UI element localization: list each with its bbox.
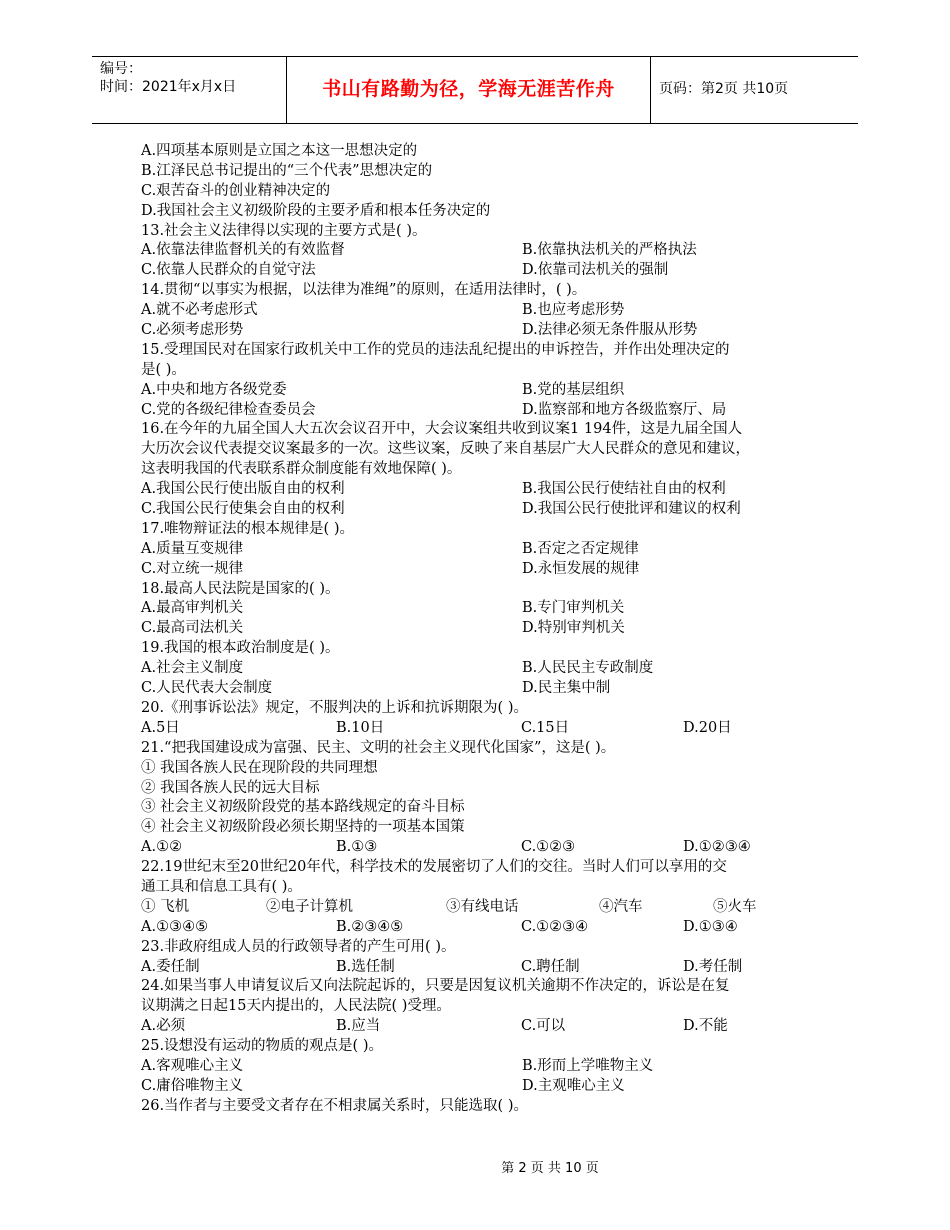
text-line — [141, 759, 831, 779]
text-line — [141, 261, 831, 281]
option-text: A.就不必考虑形式 — [141, 302, 258, 319]
text-line — [141, 202, 831, 222]
option-text: A.委任制 — [141, 958, 200, 975]
text-line — [141, 341, 831, 361]
line-text: 大历次会议代表提交议案最多的一次。这些议案，反映了来自基层广大人民群众的意见和建议， — [141, 441, 750, 458]
option-text: C.①②③ — [521, 839, 576, 856]
option-text: D.特别审判机关 — [522, 620, 625, 637]
option-text: B.我国公民行使结社自由的权利 — [522, 481, 726, 498]
option-text: C.庸俗唯物主义 — [141, 1077, 244, 1094]
line-text: 13.社会主义法律得以实现的主要方式是( )。 — [141, 222, 427, 239]
option-text: A.5日 — [141, 719, 180, 736]
text-line — [141, 898, 831, 918]
page-header — [92, 56, 858, 124]
line-text: 17.唯物辩证法的根本规律是( )。 — [141, 520, 354, 537]
option-text: B.应当 — [336, 1018, 381, 1035]
line-text: 是( )。 — [141, 361, 186, 378]
text-line — [141, 440, 831, 460]
header-motto: 书山有路勤为径，学海无涯苦作舟 — [322, 78, 615, 100]
text-line — [141, 1057, 831, 1077]
line-text: 议期满之日起15天内提出的，人民法院( )受理。 — [141, 998, 451, 1015]
text-line — [141, 182, 831, 202]
option-text: B.选任制 — [336, 958, 395, 975]
option-text: A.①② — [141, 839, 183, 856]
text-line — [141, 1097, 831, 1117]
option-text: D.法律必须无条件服从形势 — [522, 322, 698, 339]
option-text: C.15日 — [521, 719, 570, 736]
option-text: ③有线电话 — [446, 898, 519, 915]
option-text: B.否定之否定规律 — [522, 540, 639, 557]
text-line — [141, 420, 831, 440]
option-text: ① 飞机 — [141, 898, 190, 915]
option-text: B.也应考虑形势 — [522, 302, 625, 319]
line-text: 25.设想没有运动的物质的观点是( )。 — [141, 1038, 383, 1055]
line-text: 19.我国的根本政治制度是( )。 — [141, 640, 340, 657]
option-text: C.人民代表大会制度 — [141, 680, 273, 697]
option-text: C.聘任制 — [521, 958, 580, 975]
option-text: A.必须 — [141, 1018, 186, 1035]
text-line — [141, 381, 831, 401]
page-footer — [0, 1157, 950, 1176]
line-text: 21.“把我国建设成为富强、民主、文明的社会主义现代化国家”，这是( )。 — [141, 739, 616, 756]
option-text: D.①②③④ — [683, 839, 751, 856]
line-text: D.我国社会主义初级阶段的主要矛盾和根本任务决定的 — [141, 202, 491, 219]
option-text: D.主观唯心主义 — [522, 1077, 625, 1094]
footer-page-number: 第 2 页 共 10 页 — [501, 1161, 599, 1176]
option-text: C.①②③④ — [521, 918, 589, 935]
document-body — [141, 142, 831, 1117]
option-text: B.②③④⑤ — [336, 918, 404, 935]
option-text: ②电子计算机 — [266, 898, 353, 915]
line-text: 15.受理国民对在国家行政机关中工作的党员的违法乱纪提出的申诉控告，并作出处理决定的 — [141, 341, 730, 358]
time-label: 时间：2021年x月x日 — [100, 79, 237, 95]
text-line — [141, 1077, 831, 1097]
text-line — [141, 818, 831, 838]
text-line — [141, 977, 831, 997]
option-text: D.①③④ — [683, 918, 738, 935]
option-text: D.永恒发展的规律 — [522, 560, 640, 577]
text-line — [141, 560, 831, 580]
line-text: B.江泽民总书记提出的“三个代表”思想决定的 — [141, 162, 433, 179]
text-line — [141, 401, 831, 421]
line-text: ④ 社会主义初级阶段必须长期坚持的一项基本国策 — [141, 819, 465, 836]
option-text: A.社会主义制度 — [141, 660, 244, 677]
text-line — [141, 878, 831, 898]
option-text: ④汽车 — [599, 898, 643, 915]
header-meta — [100, 60, 236, 96]
option-text: A.①③④⑤ — [141, 918, 209, 935]
text-line — [141, 938, 831, 958]
text-line — [141, 739, 831, 759]
option-text: C.对立统一规律 — [141, 560, 244, 577]
line-text: ① 我国各族人民在现阶段的共同理想 — [141, 759, 378, 776]
option-text: ⑤火车 — [713, 898, 757, 915]
option-text: B.依靠执法机关的严格执法 — [522, 242, 697, 259]
text-line — [141, 520, 831, 540]
option-text: B.10日 — [336, 719, 385, 736]
text-line — [141, 719, 831, 739]
option-text: D.考任制 — [683, 958, 743, 975]
text-line — [141, 679, 831, 699]
text-line — [141, 659, 831, 679]
line-text: 这表明我国的代表联系群众制度能有效地保障( )。 — [141, 461, 462, 478]
line-text: C.艰苦奋斗的创业精神决定的 — [141, 182, 331, 199]
line-text: 18.最高人民法院是国家的( )。 — [141, 580, 340, 597]
option-text: A.依靠法律监督机关的有效监督 — [141, 242, 345, 259]
text-line — [141, 619, 831, 639]
option-text: B.党的基层组织 — [522, 381, 625, 398]
text-line — [141, 281, 831, 301]
text-line — [141, 301, 831, 321]
option-text: B.人民民主专政制度 — [522, 660, 654, 677]
text-line — [141, 779, 831, 799]
option-text: D.不能 — [683, 1018, 728, 1035]
text-line — [141, 858, 831, 878]
option-text: D.依靠司法机关的强制 — [522, 262, 669, 279]
line-text: ③ 社会主义初级阶段党的基本路线规定的奋斗目标 — [141, 799, 465, 816]
text-line — [141, 361, 831, 381]
text-line — [141, 480, 831, 500]
option-text: B.专门审判机关 — [522, 600, 625, 617]
line-text: 20.《刑事诉讼法》规定，不服判决的上诉和抗诉期限为( )。 — [141, 699, 528, 716]
line-text: 26.当作者与主要受文者存在不相隶属关系时，只能选取( )。 — [141, 1097, 528, 1114]
text-line — [141, 1037, 831, 1057]
number-label: 编号： — [100, 61, 142, 77]
text-line — [141, 798, 831, 818]
option-text: A.最高审判机关 — [141, 600, 244, 617]
line-text: 通工具和信息工具有( )。 — [141, 878, 302, 895]
text-line — [141, 162, 831, 182]
text-line — [141, 997, 831, 1017]
text-line — [141, 918, 831, 938]
line-text: 22.19世纪末至20世纪20年代，科学技术的发展密切了人们的交往。当时人们可以享用的交 — [141, 859, 727, 876]
text-line — [141, 460, 831, 480]
line-text: ② 我国各族人民的远大目标 — [141, 779, 320, 796]
text-line — [141, 599, 831, 619]
line-text: 14.贯彻“以事实为根据，以法律为准绳”的原则，在适用法律时，( )。 — [141, 282, 587, 299]
header-page-number: 页码：第2页 共10页 — [659, 81, 789, 97]
option-text: C.党的各级纪律检查委员会 — [141, 401, 316, 418]
text-line — [141, 222, 831, 242]
option-text: D.民主集中制 — [522, 680, 611, 697]
text-line — [141, 958, 831, 978]
line-text: A.四项基本原则是立国之本这一思想决定的 — [141, 143, 418, 159]
text-line — [141, 321, 831, 341]
text-line — [141, 241, 831, 261]
option-text: C.依靠人民群众的自觉守法 — [141, 262, 316, 279]
line-text: 16.在今年的九届全国人大五次会议召开中，大会议案组共收到议案1 194件，这是九届全国人 — [141, 421, 743, 438]
option-text: A.我国公民行使出版自由的权利 — [141, 481, 345, 498]
option-text: D.我国公民行使批评和建议的权利 — [522, 501, 741, 518]
text-line — [141, 639, 831, 659]
option-text: C.可以 — [521, 1018, 566, 1035]
line-text: 24.如果当事人申请复议后又向法院起诉的，只要是因复议机关逾期不作决定的，诉讼是在复 — [141, 978, 730, 995]
option-text: B.①③ — [336, 839, 378, 856]
text-line — [141, 699, 831, 719]
option-text: A.中央和地方各级党委 — [141, 381, 287, 398]
option-text: D.监察部和地方各级监察厅、局 — [522, 401, 727, 418]
text-line — [141, 838, 831, 858]
text-line — [141, 580, 831, 600]
option-text: C.我国公民行使集会自由的权利 — [141, 501, 345, 518]
option-text: C.必须考虑形势 — [141, 322, 244, 339]
line-text: 23.非政府组成人员的行政领导者的产生可用( )。 — [141, 938, 456, 955]
option-text: C.最高司法机关 — [141, 620, 244, 637]
option-text: D.20日 — [683, 719, 732, 736]
text-line — [141, 540, 831, 560]
header-divider — [650, 57, 651, 123]
option-text: B.形而上学唯物主义 — [522, 1057, 654, 1074]
text-line — [141, 500, 831, 520]
option-text: A.质量互变规律 — [141, 540, 244, 557]
text-line — [141, 1017, 831, 1037]
text-line — [141, 142, 831, 162]
option-text: A.客观唯心主义 — [141, 1057, 244, 1074]
